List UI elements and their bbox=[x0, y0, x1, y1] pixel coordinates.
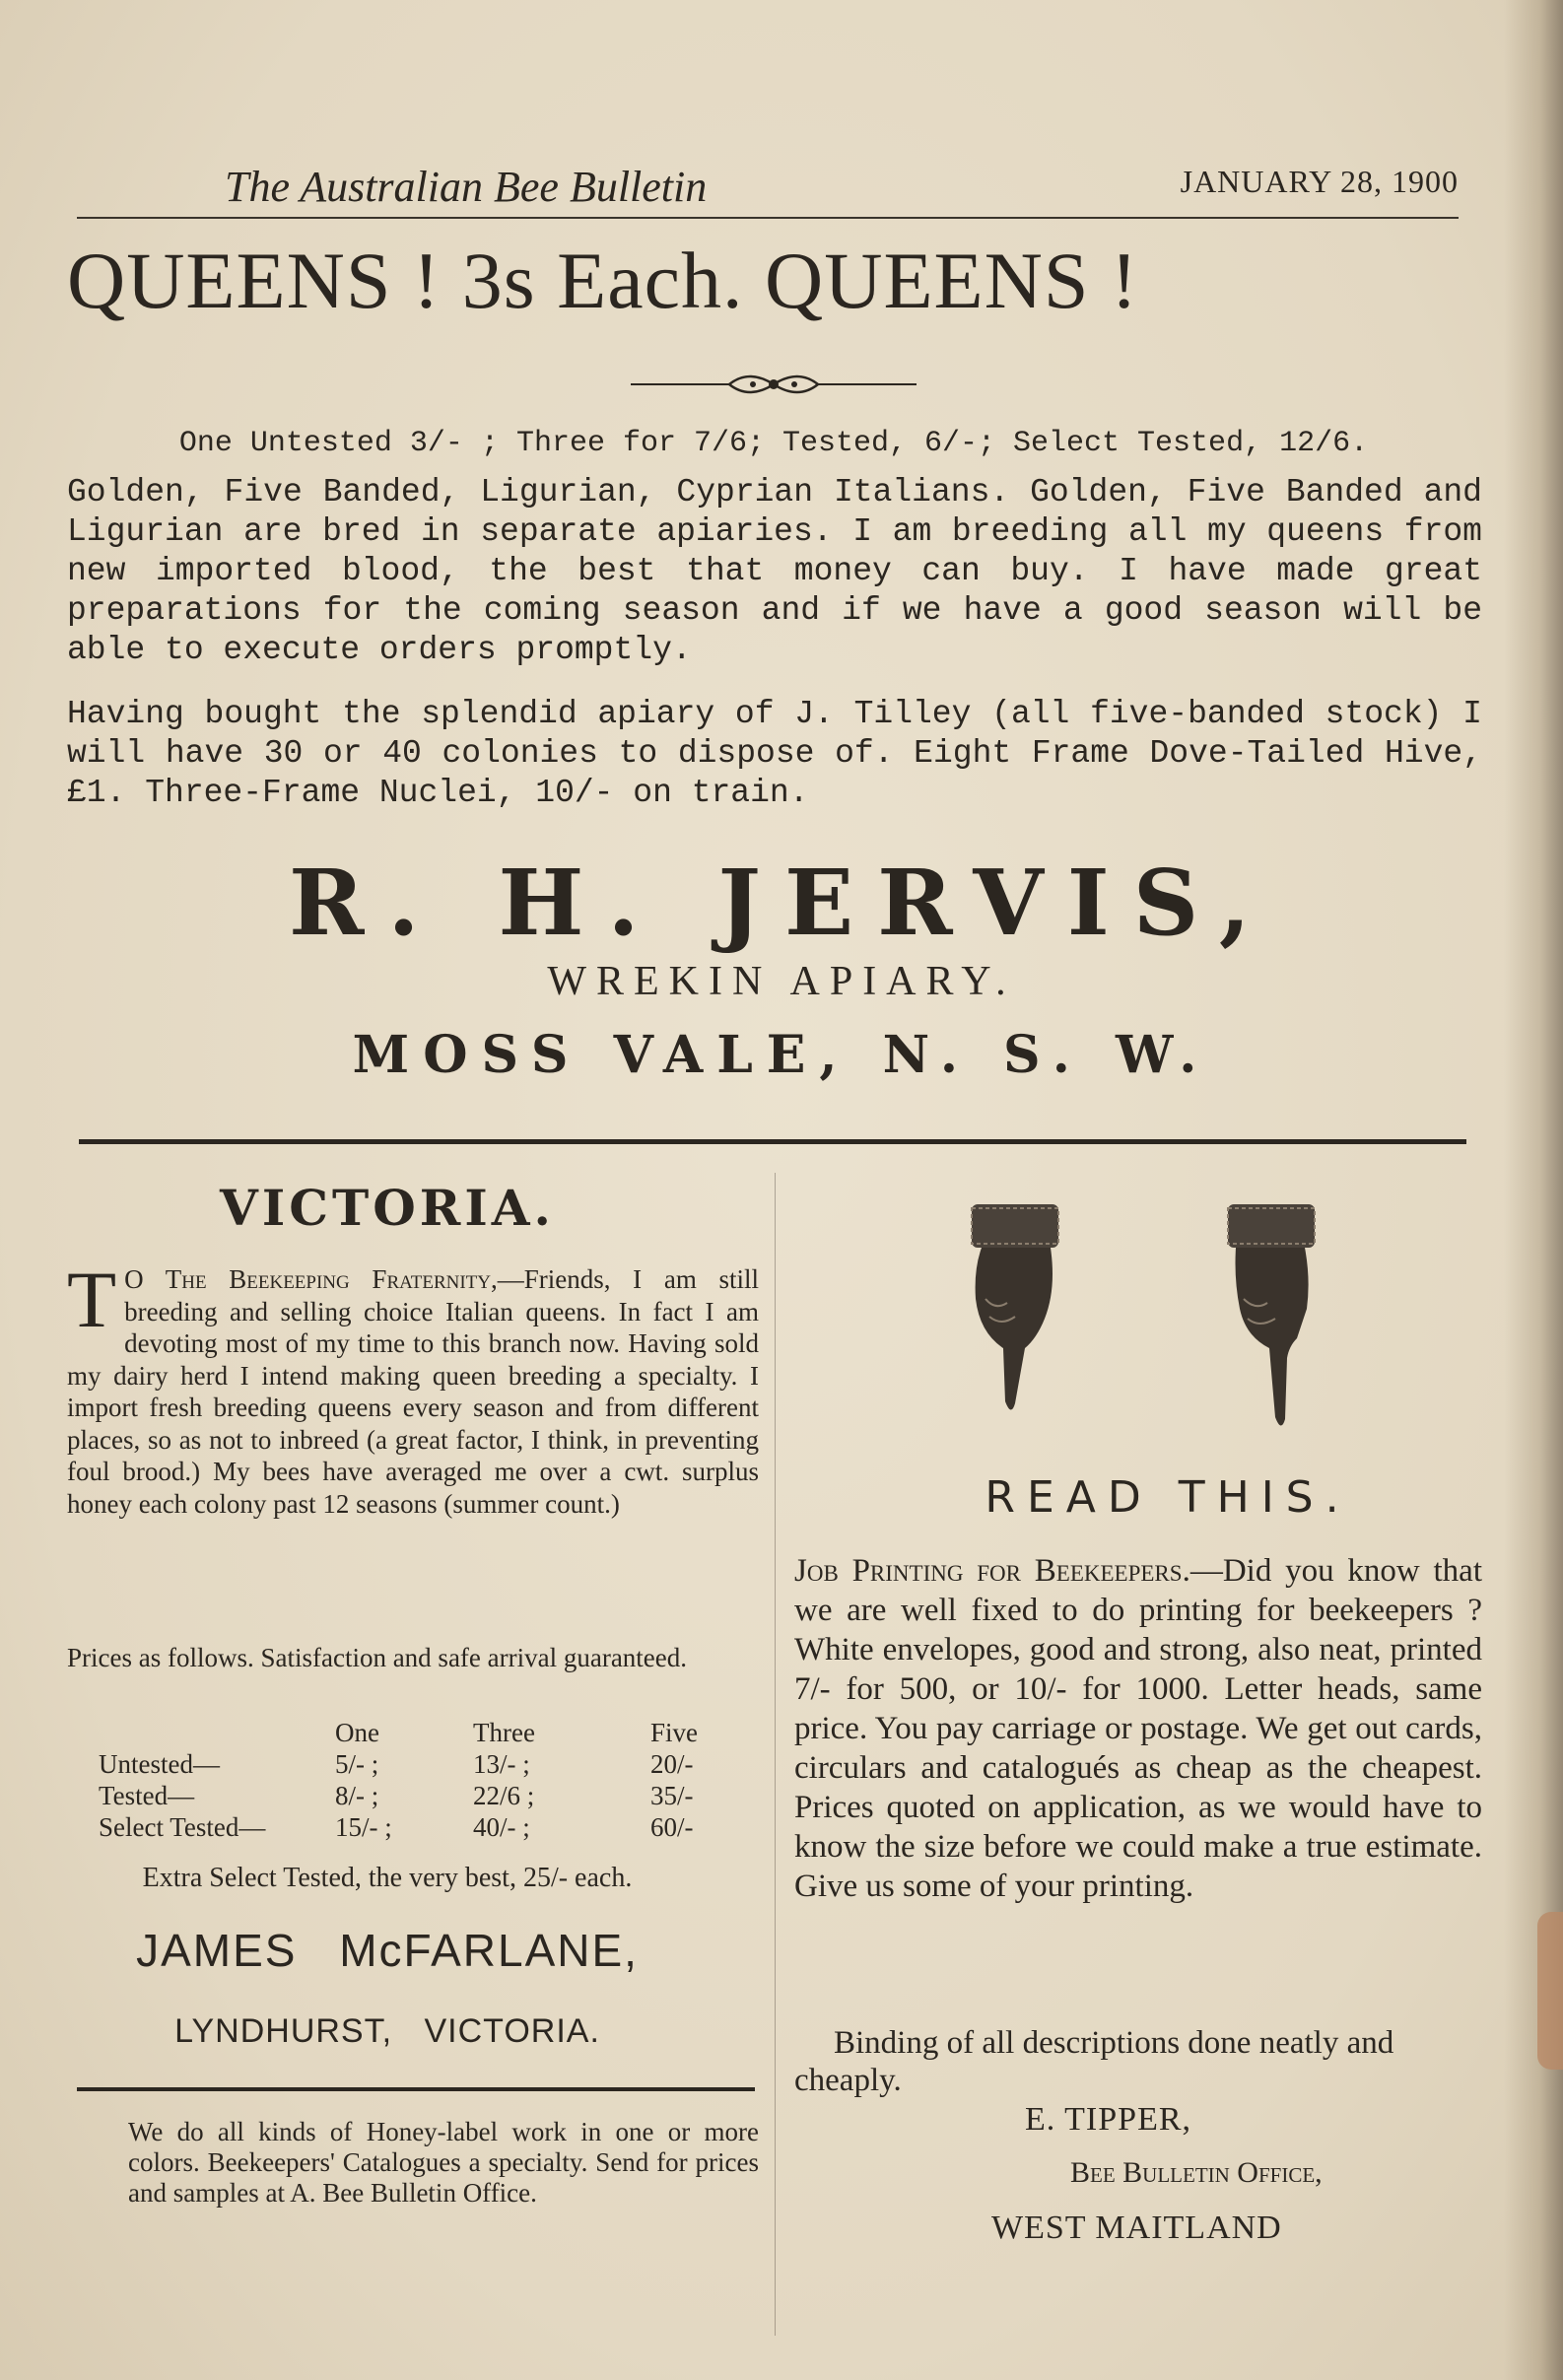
table-cell: 60/- bbox=[650, 1812, 694, 1842]
printing-lead: Job Printing for Beekeepers. bbox=[794, 1553, 1190, 1589]
victoria-prices-intro: Prices as follows. Satisfaction and safe arrival guaranteed. bbox=[67, 1643, 688, 1672]
table-row bbox=[99, 1780, 729, 1811]
table-cell: Tested— bbox=[99, 1781, 195, 1810]
left-column-divider bbox=[77, 2087, 755, 2091]
table-cell: Select Tested— bbox=[99, 1812, 266, 1842]
table-cell: 22/6 ; bbox=[473, 1781, 535, 1810]
victoria-advertiser-location: LYNDHURST, VICTORIA. bbox=[174, 2012, 600, 2050]
printer-office: Bee Bulletin Office, bbox=[1070, 2156, 1323, 2189]
issue-date: JANUARY 28, 1900 bbox=[1180, 164, 1459, 199]
section-divider bbox=[79, 1139, 1466, 1144]
queens-headline: QUEENS ! 3s Each. QUEENS ! bbox=[67, 236, 1139, 325]
table-cell: 20/- bbox=[650, 1749, 694, 1779]
advertiser-location: MOSS VALE, N. S. W. bbox=[352, 1025, 1211, 1085]
binding-note: Binding of all descriptions done neatly and cheaply. bbox=[794, 2025, 1394, 2098]
queens-paragraph-2: Having bought the splendid apiary of J. Tilley (all five-banded stock) I will have 30 or 40 colonies to dispose of. Eight Frame Dove-Tailed Hive, £1. Three-Frame Nuclei, 10/- on train. bbox=[67, 696, 1482, 811]
victoria-salutation: O The Beekeeping Fraternity, bbox=[124, 1264, 498, 1294]
table-cell: 15/- ; bbox=[335, 1812, 392, 1842]
table-cell: 8/- ; bbox=[335, 1781, 379, 1810]
drop-cap: T bbox=[67, 1255, 117, 1344]
victoria-advertiser-name: JAMES McFARLANE, bbox=[136, 1925, 639, 1976]
table-cell: 13/- ; bbox=[473, 1749, 530, 1779]
table-cell: 5/- ; bbox=[335, 1749, 379, 1779]
table-header-cell: Five bbox=[650, 1718, 699, 1747]
table-row bbox=[99, 1811, 729, 1843]
table-row bbox=[99, 1748, 729, 1780]
pointing-hands-icon bbox=[946, 1200, 1340, 1437]
printing-body bbox=[794, 1551, 1482, 1906]
paper-stain bbox=[1537, 1912, 1563, 2070]
printer-name: E. TIPPER, bbox=[1025, 2101, 1192, 2138]
column-divider bbox=[775, 1173, 776, 2336]
extra-select-price: Extra Select Tested, the very best, 25/- each. bbox=[142, 1863, 633, 1893]
table-cell: 35/- bbox=[650, 1781, 694, 1810]
publication-title: The Australian Bee Bulletin bbox=[225, 163, 708, 211]
victoria-heading: VICTORIA. bbox=[220, 1179, 555, 1237]
advertiser-name: R. H. JERVIS, bbox=[289, 850, 1274, 956]
apiary-name: WREKIN APIARY. bbox=[547, 959, 1016, 1004]
table-header-cell: One bbox=[335, 1718, 379, 1747]
table-cell: 40/- ; bbox=[473, 1812, 530, 1842]
price-table bbox=[99, 1717, 729, 1843]
ornament-divider-icon bbox=[631, 365, 917, 404]
table-cell: Untested— bbox=[99, 1749, 220, 1779]
queens-price-line: One Untested 3/- ; Three for 7/6; Tested, 6/-; Select Tested, 12/6. bbox=[178, 427, 1369, 460]
printer-town: WEST MAITLAND bbox=[991, 2210, 1282, 2246]
honey-label-ad: We do all kinds of Honey-label work in one or more colors. Beekeepers' Catalogues a specialty. Send for prices and samples at A. Bee Bulletin Office. bbox=[128, 2117, 759, 2208]
victoria-body-text: —Friends, I am still breeding and selling choice Italian queens. In fact I am devoting most of my time to this branch now. Having sold my dairy herd I intend making queen breeding a specialty. I import fresh breeding queens every season and from different places, so as not to inbreed (a great factor, I think, in preventing foul brood.) My bees have averaged me over a cwt. surplus honey each colony past 12 seasons (summer count.) bbox=[67, 1264, 759, 1519]
queens-paragraph-1: Golden, Five Banded, Ligurian, Cyprian Italians. Golden, Five Banded and Ligurian are bred in separate apiaries. I am breeding all my queens from new imported blood, the best that money can buy. I have made great preparations for the coming season and if we have a good season will be able to execute orders promptly. bbox=[67, 474, 1482, 668]
read-this-heading: READ THIS. bbox=[985, 1472, 1351, 1523]
table-header-cell: Three bbox=[473, 1718, 535, 1747]
printing-body-text: —Did you know that we are well fixed to do printing for beekeepers ? White envelopes, good and strong, also neat, printed 7/- for 500, or 10/- for 1000. Letter heads, same price. You pay carriage or postage. We get out cards, circulars and catalogués as cheap as the cheapest. Prices quoted on application, as we would have to know the size before we could make a true estimate. Give us some of your printing. bbox=[794, 1553, 1482, 1904]
table-header-row bbox=[99, 1717, 729, 1748]
page-header bbox=[77, 156, 1459, 219]
victoria-body bbox=[67, 1255, 759, 1520]
